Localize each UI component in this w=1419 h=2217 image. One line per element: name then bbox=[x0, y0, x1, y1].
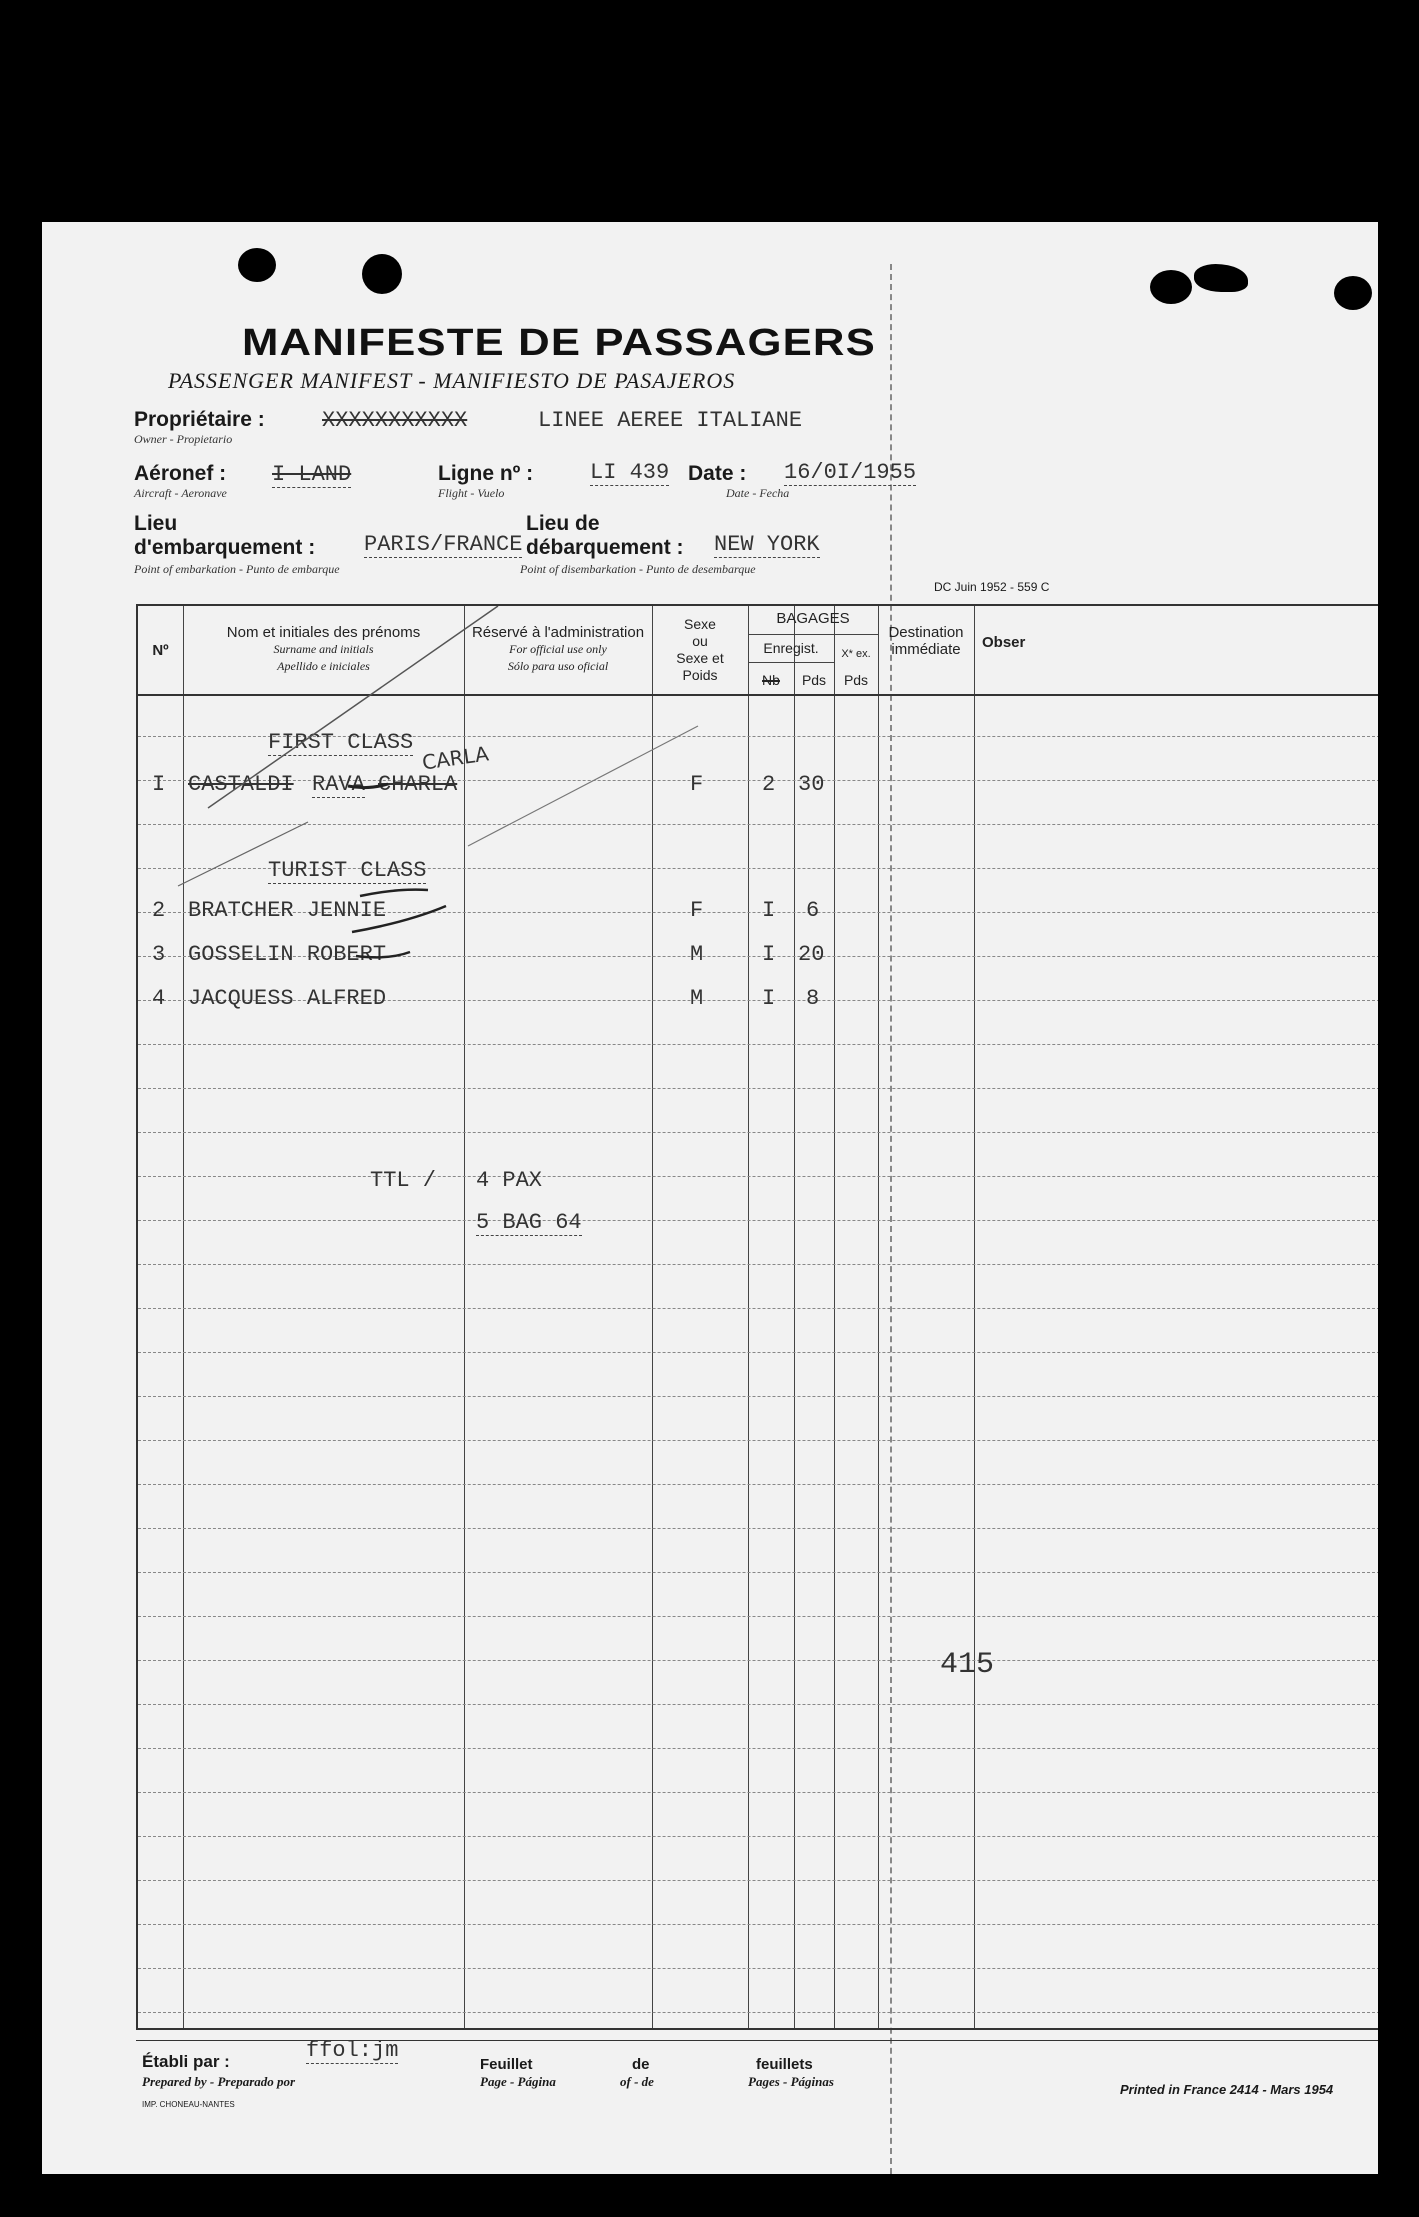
turist-class-heading: TURIST CLASS bbox=[268, 858, 427, 883]
first-class-heading: FIRST CLASS bbox=[268, 730, 414, 755]
manifest-sheet bbox=[42, 222, 1378, 2174]
table-rule bbox=[138, 1660, 1378, 1661]
printed-in-france: Printed in France 2414 - Mars 1954 bbox=[1120, 2082, 1334, 2097]
owner-sublabel: Owner - Propietario bbox=[134, 432, 233, 446]
table-rule bbox=[138, 1264, 1378, 1265]
row-1-bag-nb: 2 bbox=[762, 772, 776, 797]
table-rule bbox=[138, 1440, 1378, 1441]
table-rule bbox=[138, 1088, 1378, 1089]
header-observations: Obser bbox=[982, 634, 1026, 651]
row-3-sex: M bbox=[690, 942, 704, 967]
punch-hole-edge bbox=[1334, 276, 1372, 310]
header-number: Nº bbox=[152, 642, 169, 659]
header-admin: Réservé à l'administration For official use only Sólo para uso oficial bbox=[471, 624, 645, 673]
embark-sublabel: Point of embarkation - Punto de embarque bbox=[134, 562, 340, 576]
disembark-label-line2: débarquement : bbox=[526, 536, 684, 559]
table-rule bbox=[138, 1132, 1378, 1133]
row-1-struck-firstname: CHARLA bbox=[378, 772, 458, 797]
row-1-hand-correction: CARLA bbox=[420, 741, 491, 775]
row-2-bag-nb: I bbox=[762, 898, 776, 923]
disembark-sublabel: Point of disembarkation - Punto de desembarque bbox=[520, 562, 756, 576]
date-value: 16/0I/1955 bbox=[784, 460, 917, 485]
row-2-sex: F bbox=[690, 898, 704, 923]
table-rule bbox=[138, 1704, 1378, 1705]
table-rule bbox=[138, 1792, 1378, 1793]
manifest-subtitle: PASSENGER MANIFEST - MANIFIESTO DE PASAJEROS bbox=[168, 368, 736, 393]
flight-sublabel: Flight - Vuelo bbox=[438, 486, 505, 500]
punch-hole-middle bbox=[362, 254, 402, 294]
table-rule bbox=[138, 1352, 1378, 1353]
table-rule bbox=[138, 1484, 1378, 1485]
row-1-number: I bbox=[152, 772, 166, 797]
aircraft-label: Aéronef : bbox=[134, 462, 227, 485]
header-name: Nom et initiales des prénoms Surname and initials Apellido e iniciales bbox=[226, 624, 421, 673]
row-4-bag-nb: I bbox=[762, 986, 776, 1011]
row-2-bag-pds: 6 bbox=[806, 898, 820, 923]
table-rule bbox=[138, 1924, 1378, 1925]
printer-imprint: IMP. CHONEAU-NANTES bbox=[142, 2100, 235, 2109]
flight-value: LI 439 bbox=[590, 460, 670, 485]
table-rule bbox=[138, 1968, 1378, 1969]
header-sex: Sexe ou Sexe et Poids bbox=[676, 616, 724, 683]
row-3-number: 3 bbox=[152, 942, 166, 967]
disembark-label-line1: Lieu de bbox=[526, 512, 600, 535]
flight-label: Ligne nº : bbox=[438, 462, 534, 485]
pen-marks bbox=[138, 606, 1038, 1066]
ink-mark bbox=[1194, 264, 1248, 292]
manifest-title: MANIFESTE DE PASSAGERS bbox=[242, 322, 876, 364]
date-label: Date : bbox=[688, 462, 747, 485]
embark-value: PARIS/FRANCE bbox=[364, 532, 523, 557]
punch-hole-left bbox=[238, 248, 276, 282]
row-3-bag-pds: 20 bbox=[798, 942, 825, 967]
punch-hole-right bbox=[1150, 270, 1192, 304]
table-rule bbox=[138, 2012, 1378, 2013]
aircraft-sublabel: Aircraft - Aeronave bbox=[134, 486, 227, 500]
header-baggage-nb: Nb bbox=[762, 672, 780, 688]
row-1-struck-name: CASTALDI bbox=[188, 772, 294, 797]
table-rule bbox=[138, 1308, 1378, 1309]
total-passengers: 4 PAX bbox=[476, 1168, 543, 1193]
row-4-name: JACQUESS ALFRED bbox=[188, 986, 387, 1011]
header-destination: Destination immédiate bbox=[888, 624, 964, 658]
table-rule bbox=[138, 1880, 1378, 1881]
header-baggage: BAGAGES bbox=[776, 610, 850, 627]
row-1-sex: F bbox=[690, 772, 704, 797]
row-1-name: RAVA bbox=[312, 772, 365, 797]
sheets-sublabel: Pages - Páginas bbox=[748, 2074, 834, 2089]
row-4-bag-pds: 8 bbox=[806, 986, 820, 1011]
row-1-bag-pds: 30 bbox=[798, 772, 825, 797]
disembark-value: NEW YORK bbox=[714, 532, 820, 557]
total-label: TTL / bbox=[370, 1168, 437, 1193]
table-rule bbox=[138, 1748, 1378, 1749]
passenger-table bbox=[136, 604, 1378, 2030]
header-baggage-excess-pds: Pds bbox=[843, 672, 869, 688]
table-rule bbox=[138, 1528, 1378, 1529]
owner-struck-value: XXXXXXXXXXX bbox=[322, 408, 468, 433]
embark-label-line2: d'embarquement : bbox=[134, 536, 316, 559]
row-2-name: BRATCHER JENNIE bbox=[188, 898, 387, 923]
row-2-number: 2 bbox=[152, 898, 166, 923]
table-rule bbox=[138, 1176, 1378, 1177]
table-rule bbox=[138, 1220, 1378, 1221]
owner-value: LINEE AEREE ITALIANE bbox=[538, 408, 803, 433]
total-baggage: 5 BAG 64 bbox=[476, 1210, 582, 1235]
row-3-bag-nb: I bbox=[762, 942, 776, 967]
owner-label: Propriétaire : bbox=[134, 408, 265, 431]
aircraft-value: I-LAND bbox=[272, 462, 352, 487]
table-rule bbox=[138, 1836, 1378, 1837]
header-baggage-registered: Enregist. bbox=[763, 640, 819, 656]
embark-label-line1: Lieu bbox=[134, 512, 178, 535]
prepared-by-value: ffol:jm bbox=[306, 2038, 399, 2063]
prepared-by-sublabel: Prepared by - Preparado por bbox=[142, 2074, 296, 2089]
form-reference: DC Juin 1952 - 559 C bbox=[934, 580, 1050, 594]
header-baggage-excess: X* ex. bbox=[841, 648, 871, 660]
prepared-by-label: Établi par : bbox=[142, 2052, 230, 2071]
of-label: de bbox=[632, 2056, 650, 2073]
date-sublabel: Date - Fecha bbox=[726, 486, 790, 500]
table-rule bbox=[138, 1572, 1378, 1573]
side-number: 415 bbox=[940, 1648, 995, 1682]
sheets-label: feuillets bbox=[756, 2056, 813, 2073]
table-rule bbox=[138, 1616, 1378, 1617]
row-3-name: GOSSELIN ROBERT bbox=[188, 942, 387, 967]
sheet-sublabel: Page - Página bbox=[480, 2074, 556, 2089]
sheet-label: Feuillet bbox=[480, 2056, 533, 2073]
row-4-sex: M bbox=[690, 986, 704, 1011]
header-baggage-pds: Pds bbox=[801, 672, 827, 688]
table-rule bbox=[138, 1396, 1378, 1397]
row-4-number: 4 bbox=[152, 986, 166, 1011]
of-sublabel: of - de bbox=[620, 2074, 654, 2089]
